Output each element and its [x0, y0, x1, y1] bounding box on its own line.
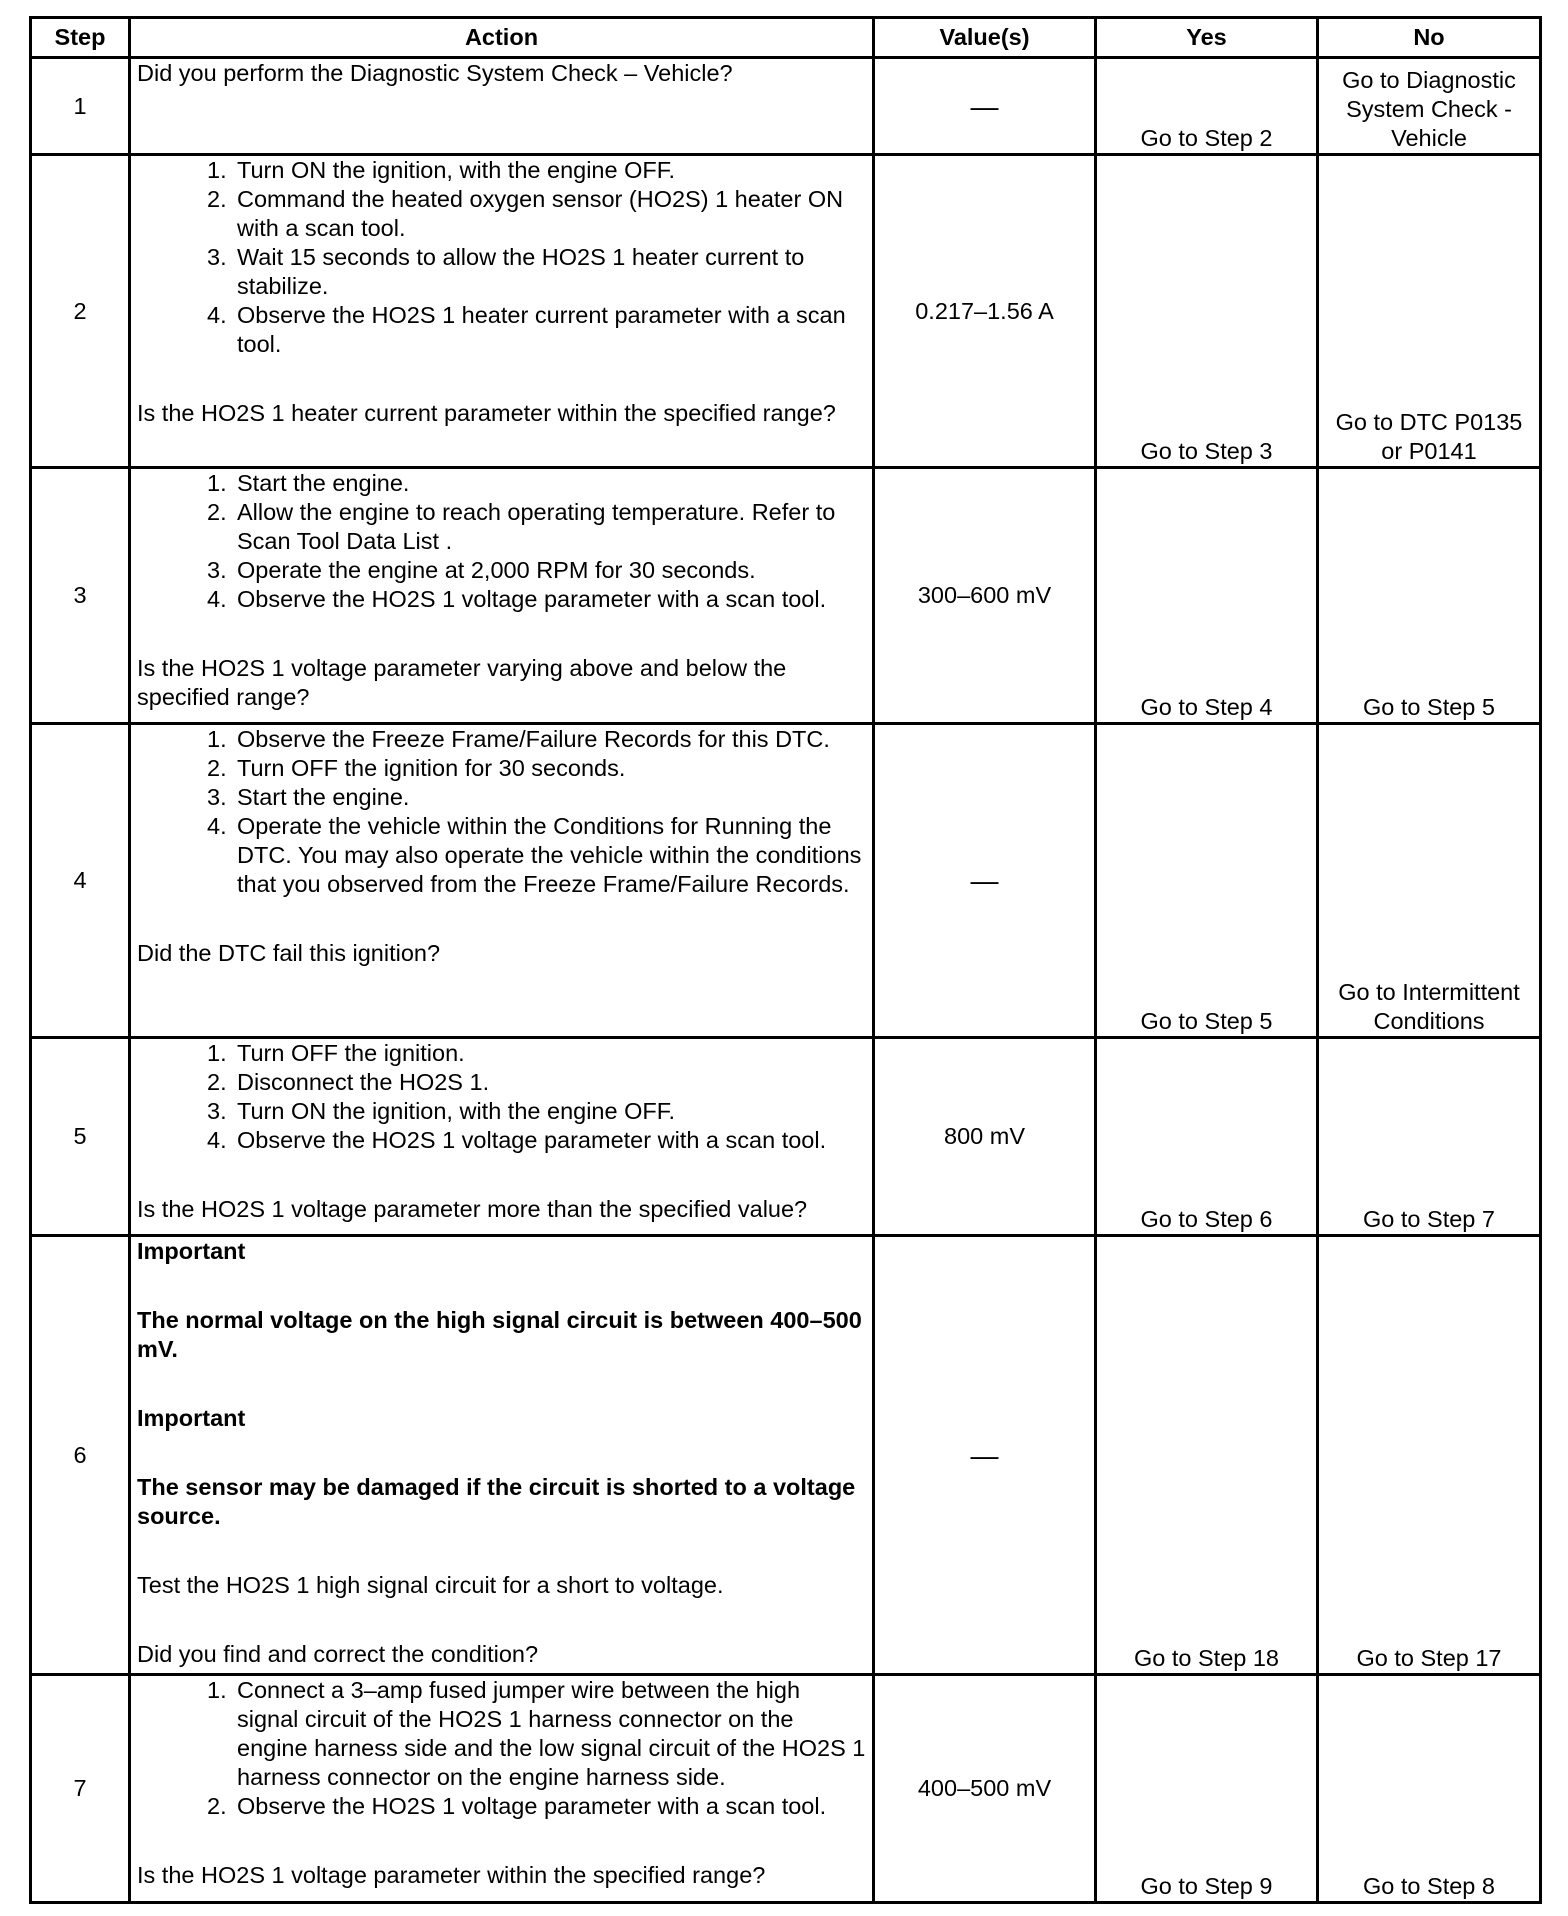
header-no: No: [1318, 18, 1541, 58]
action-question: Is the HO2S 1 heater current parameter within the specified range?: [137, 400, 836, 426]
list-item: 3. Operate the engine at 2,000 RPM for 30 seconds.: [207, 557, 756, 583]
table-row: [31, 58, 1541, 155]
list-item: 3. Start the engine.: [207, 784, 410, 810]
table-row: [31, 1675, 1541, 1903]
no-cell: Go to Step 7: [1318, 1038, 1541, 1236]
list-item: 1. Turn ON the ignition, with the engine OFF.: [207, 157, 676, 183]
action-question: Did you find and correct the condition?: [137, 1641, 539, 1667]
list-item: 2. Command the heated oxygen sensor (HO2S) 1 heater ON with a scan tool.: [207, 186, 844, 241]
action-question: Is the HO2S 1 voltage parameter varying above and below the specified range?: [137, 655, 787, 710]
action-cell: [130, 1236, 874, 1675]
value-cell: —: [874, 1236, 1096, 1675]
yes-cell: Go to Step 18: [1096, 1236, 1318, 1675]
header-step: Step: [31, 18, 130, 58]
value-cell: —: [874, 724, 1096, 1038]
important-label: Important: [137, 1405, 246, 1431]
list-item: 2. Observe the HO2S 1 voltage parameter with a scan tool.: [207, 1793, 827, 1819]
no-cell: Go to Diagnostic System Check - Vehicle: [1318, 58, 1541, 155]
list-item: 1. Observe the Freeze Frame/Failure Records for this DTC.: [207, 726, 830, 752]
header-yes: Yes: [1096, 18, 1318, 58]
header-action: Action: [130, 18, 874, 58]
header-row: [31, 18, 1541, 58]
value-cell: 800 mV: [874, 1038, 1096, 1236]
action-cell: [130, 1038, 874, 1236]
no-cell: Go to DTC P0135 or P0141: [1318, 155, 1541, 468]
step-number: 6: [31, 1236, 130, 1675]
table-row: [31, 1236, 1541, 1675]
step-number: 3: [31, 468, 130, 724]
step-number: 2: [31, 155, 130, 468]
list-item: 1. Turn OFF the ignition.: [207, 1040, 465, 1066]
yes-cell: Go to Step 3: [1096, 155, 1318, 468]
action-steps: [137, 725, 866, 899]
yes-cell: Go to Step 4: [1096, 468, 1318, 724]
header-value: Value(s): [874, 18, 1096, 58]
yes-cell: Go to Step 9: [1096, 1675, 1318, 1903]
action-cell: [130, 468, 874, 724]
action-cell: [130, 58, 874, 155]
yes-cell: Go to Step 5: [1096, 724, 1318, 1038]
step-number: 4: [31, 724, 130, 1038]
step-number: 5: [31, 1038, 130, 1236]
action-cell: [130, 155, 874, 468]
no-cell: Go to Step 17: [1318, 1236, 1541, 1675]
no-cell: Go to Step 5: [1318, 468, 1541, 724]
table-row: [31, 468, 1541, 724]
no-cell: Go to Intermittent Conditions: [1318, 724, 1541, 1038]
action-question: Did the DTC fail this ignition?: [137, 940, 441, 966]
action-question: Is the HO2S 1 voltage parameter within the specified range?: [137, 1862, 766, 1888]
value-cell: 0.217–1.56 A: [874, 155, 1096, 468]
yes-cell: Go to Step 2: [1096, 58, 1318, 155]
step-number: 7: [31, 1675, 130, 1903]
important-note: The sensor may be damaged if the circuit is shorted to a voltage source.: [137, 1474, 856, 1529]
list-item: 1. Connect a 3–amp fused jumper wire between the high signal circuit of the HO2S 1 harness connector on the engine harness side and the low signal circuit of the HO2S 1 harness connector on the engine harness side.: [207, 1677, 866, 1790]
value-cell: 400–500 mV: [874, 1675, 1096, 1903]
action-steps: [137, 469, 866, 614]
action-instruction: Test the HO2S 1 high signal circuit for a short to voltage.: [137, 1572, 724, 1598]
action-question: Did you perform the Diagnostic System Check – Vehicle?: [137, 60, 733, 86]
list-item: 4. Observe the HO2S 1 voltage parameter with a scan tool.: [207, 1127, 827, 1153]
no-cell: Go to Step 8: [1318, 1675, 1541, 1903]
list-item: 2. Disconnect the HO2S 1.: [207, 1069, 490, 1095]
action-cell: [130, 724, 874, 1038]
value-cell: 300–600 mV: [874, 468, 1096, 724]
table-row: [31, 155, 1541, 468]
list-item: 1. Start the engine.: [207, 470, 410, 496]
action-steps: [137, 1676, 866, 1821]
action-steps: [137, 1039, 866, 1155]
list-item: 2. Turn OFF the ignition for 30 seconds.: [207, 755, 626, 781]
list-item: 2. Allow the engine to reach operating temperature. Refer to Scan Tool Data List .: [207, 499, 836, 554]
table-row: [31, 1038, 1541, 1236]
important-label: Important: [137, 1238, 246, 1264]
list-item: 3. Turn ON the ignition, with the engine OFF.: [207, 1098, 676, 1124]
list-item: 3. Wait 15 seconds to allow the HO2S 1 heater current to stabilize.: [207, 244, 805, 299]
action-question: Is the HO2S 1 voltage parameter more than the specified value?: [137, 1196, 808, 1222]
important-note: The normal voltage on the high signal circuit is between 400–500 mV.: [137, 1307, 862, 1362]
action-steps: [137, 156, 866, 359]
list-item: 4. Observe the HO2S 1 heater current parameter with a scan tool.: [207, 302, 846, 357]
yes-cell: Go to Step 6: [1096, 1038, 1318, 1236]
step-number: 1: [31, 58, 130, 155]
table-row: [31, 724, 1541, 1038]
list-item: 4. Observe the HO2S 1 voltage parameter with a scan tool.: [207, 586, 827, 612]
list-item: 4. Operate the vehicle within the Conditions for Running the DTC. You may also operate the vehicle within the conditions that you observed from the Freeze Frame/Failure Records.: [207, 813, 862, 897]
value-cell: —: [874, 58, 1096, 155]
action-cell: [130, 1675, 874, 1903]
diagnostic-table: [29, 16, 1542, 1904]
